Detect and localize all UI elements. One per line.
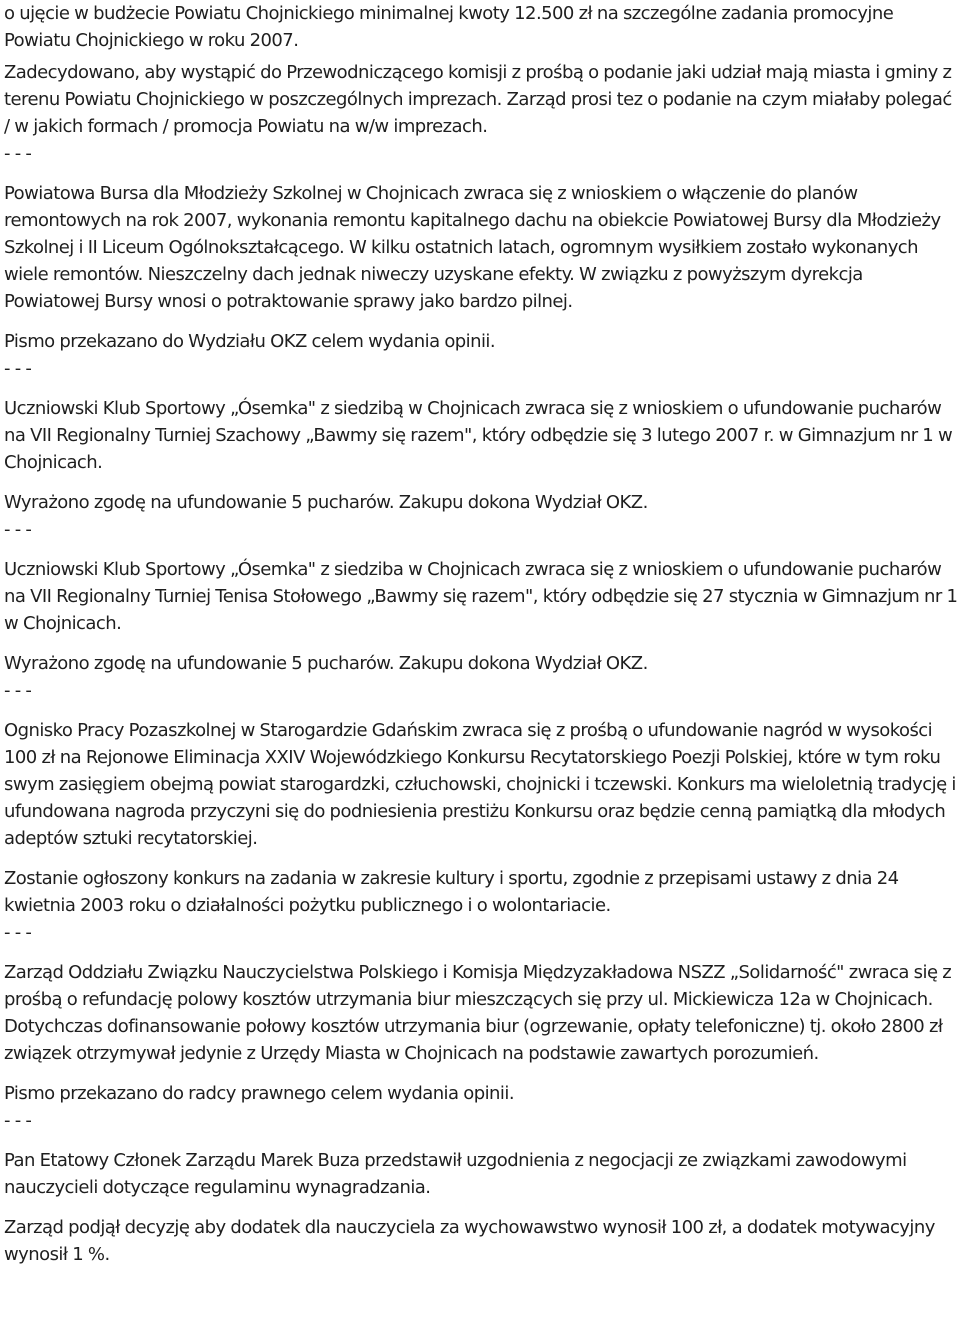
paragraph: Zarząd podjął decyzję aby dodatek dla nauczyciela za wychowawstwo wynosił 100 zł, a dodatek motywacyjny wynosił 1 %. [4, 1217, 935, 1265]
section-separator: - - - [4, 519, 32, 540]
paragraph: Pan Etatowy Członek Zarządu Marek Buza przedstawił uzgodnienia z negocjacji ze związkami zawodowymi nauczycieli dotyczące regulaminu wynagradzania. [4, 1150, 907, 1198]
paragraph: Uczniowski Klub Sportowy „Ósemka" z siedzibą w Chojnicach zwraca się z wnioskiem o ufundowanie pucharów na VII Regionalny Turniej Szachowy „Bawmy się razem", który odbędzie się 3 lutego 2007 r. w Gimnazjum nr 1 w Chojnicach. [4, 398, 953, 473]
section-separator: - - - [4, 1110, 32, 1131]
paragraph: Zostanie ogłoszony konkurs na zadania w zakresie kultury i sportu, zgodnie z przepisami ustawy z dnia 24 kwietnia 2003 roku o działalności pożytku publicznego i o wolontariacie. [4, 868, 899, 916]
section-promotion [4, 0, 960, 140]
paragraph: Zadecydowano, aby wystąpić do Przewodniczącego komisji z prośbą o podanie jaki udział mają miasta i gminy z terenu Powiatu Chojnickiego w poszczególnych imprezach. Zarząd prosi tez o podanie na czym miałaby polegać / w jakich formach / promocja Powiatu na w/w imprezach. [4, 62, 952, 137]
section-teacher-pay [4, 1147, 960, 1268]
section-chess-tournament [4, 395, 960, 516]
paragraph: Powiatowa Bursa dla Młodzieży Szkolnej w Chojnicach zwraca się z wnioskiem o włączenie do planów remontowych na rok 2007, wykonania remontu kapitalnego dachu na obiekcie Powiatowej Bursy dla Młodzieży Szkolnej i II Liceum Ogólnokształcącego. W kilku ostatnich latach, ogromnym wysiłkiem zostało wykonanych wiele remontów. Nieszczelny dach jednak niweczy uzyskane efekty. W związku z powyższym dyrekcja Powiatowej Bursy wnosi o potraktowanie sprawy jako bardzo pilnej. [4, 183, 941, 312]
section-recitation-contest [4, 717, 960, 919]
section-separator: - - - [4, 922, 32, 943]
paragraph: Pismo przekazano do radcy prawnego celem wydania opinii. [4, 1083, 514, 1104]
paragraph: Wyrażono zgodę na ufundowanie 5 pucharów. Zakupu dokona Wydział OKZ. [4, 653, 648, 674]
section-separator: - - - [4, 143, 32, 164]
paragraph: Zarząd Oddziału Związku Nauczycielstwa Polskiego i Komisja Międzyzakładowa NSZZ „Solidarność" zwraca się z prośbą o refundację polowy kosztów utrzymania biur mieszczących się przy ul. Mickiewicza 12a w Chojnicach. Dotychczas dofinansowanie połowy kosztów utrzymania biur (ogrzewanie, opłaty telefoniczne) tj. około 2800 zł związek otrzymywał jedynie z Urzędy Miasta w Chojnicach na podstawie zawartych porozumień. [4, 962, 952, 1064]
paragraph: Uczniowski Klub Sportowy „Ósemka" z siedziba w Chojnicach zwraca się z wnioskiem o ufundowanie pucharów na VII Regionalny Turniej Tenisa Stołowego „Bawmy się razem", który odbędzie się 27 stycznia w Gimnazjum nr 1 w Chojnicach. [4, 559, 958, 634]
section-separator: - - - [4, 358, 32, 379]
section-union-offices [4, 959, 960, 1107]
paragraph: Pismo przekazano do Wydziału OKZ celem wydania opinii. [4, 331, 496, 352]
section-table-tennis-tournament [4, 556, 960, 677]
paragraph: Ognisko Pracy Pozaszkolnej w Starogardzie Gdańskim zwraca się z prośbą o ufundowanie nagród w wysokości 100 zł na Rejonowe Eliminacja XXIV Wojewódzkiego Konkursu Recytatorskiego Poezji Polskiej, które w tym roku swym zasięgiem obejmą powiat starogardzki, człuchowski, chojnicki i tczewski. Konkurs ma wieloletnią tradycję i ufundowana nagroda przyczyni się do podniesienia prestiżu Konkursu oraz będzie cenną pamiątką dla młodych adeptów sztuki recytatorskiej. [4, 720, 956, 849]
section-bursa [4, 180, 960, 355]
paragraph: o ujęcie w budżecie Powiatu Chojnickiego minimalnej kwoty 12.500 zł na szczególne zadania promocyjne Powiatu Chojnickiego w roku 2007. [4, 3, 894, 51]
section-separator: - - - [4, 680, 32, 701]
paragraph: Wyrażono zgodę na ufundowanie 5 pucharów. Zakupu dokona Wydział OKZ. [4, 492, 648, 513]
